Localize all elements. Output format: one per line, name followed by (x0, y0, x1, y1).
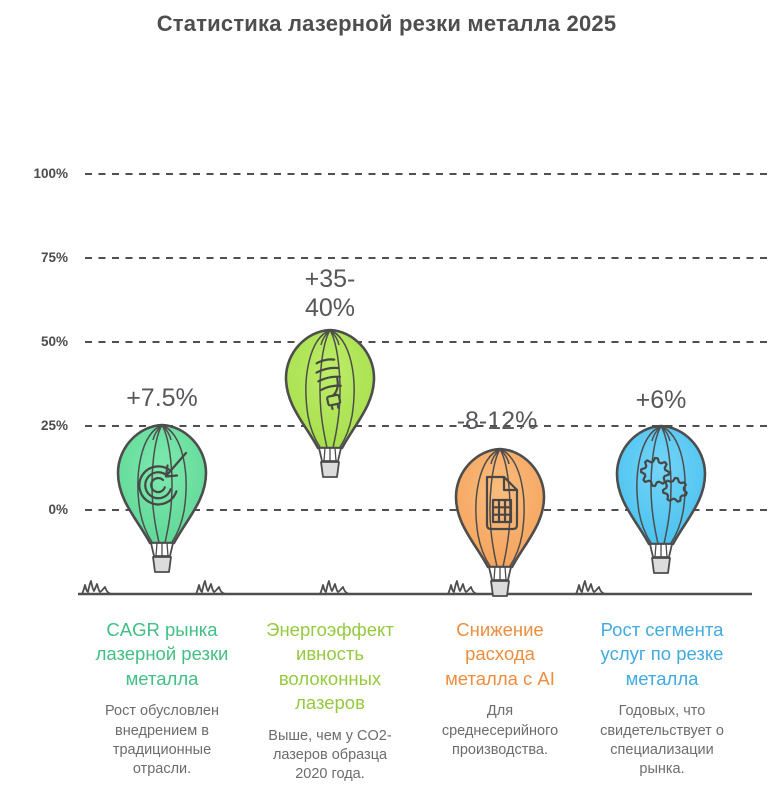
y-axis-tick-0: 0% (48, 502, 68, 517)
y-axis-tick-100: 100% (33, 166, 68, 181)
y-axis-tick-25: 25% (40, 418, 68, 433)
value-label-cagr: +7.5% (126, 384, 198, 412)
balloon-basket (652, 558, 670, 573)
balloon-basket (491, 581, 509, 596)
series-label: Энергоэффективность волоконных лазеров (266, 619, 394, 714)
chart-title: Статистика лазерной резки металла 2025 (156, 11, 617, 36)
series-label: CAGR рынка лазерной резки металла (95, 619, 229, 689)
series-description: Выше, чем у CO2-лазеров образца 2020 года. (268, 727, 392, 783)
balloon-services-growth (611, 424, 711, 574)
series-description: Для среднесерийного производства. (441, 703, 559, 758)
y-axis-tick-75: 75% (40, 250, 68, 265)
balloon-envelope (118, 425, 206, 543)
balloon-envelope (286, 330, 374, 448)
series-column-services (595, 618, 729, 779)
series-column-savings (433, 618, 567, 760)
series-description: Годовых, что свидетельствует о специализации рынка. (600, 703, 724, 778)
value-label-energy: +35-40% (304, 265, 356, 322)
y-axis-tick-50: 50% (40, 334, 68, 349)
value-label-savings: -8-12% (456, 407, 538, 435)
series-description: Рост обусловлен внедрением в традиционные отрасли. (105, 703, 219, 778)
series-column-cagr (95, 618, 229, 779)
series-column-energy (263, 618, 397, 784)
balloon-metal-savings (450, 447, 550, 597)
series-label: Рост сегмента услуг по резке металла (600, 619, 724, 689)
balloon-energy-efficiency (280, 328, 380, 478)
series-label: Снижение расхода металла с AI (445, 619, 555, 689)
balloon-cagr-market (112, 423, 212, 573)
balloon-basket (153, 557, 171, 572)
balloon-basket (321, 462, 339, 477)
value-label-services: +6% (635, 386, 687, 414)
balloon-envelope (617, 426, 705, 544)
